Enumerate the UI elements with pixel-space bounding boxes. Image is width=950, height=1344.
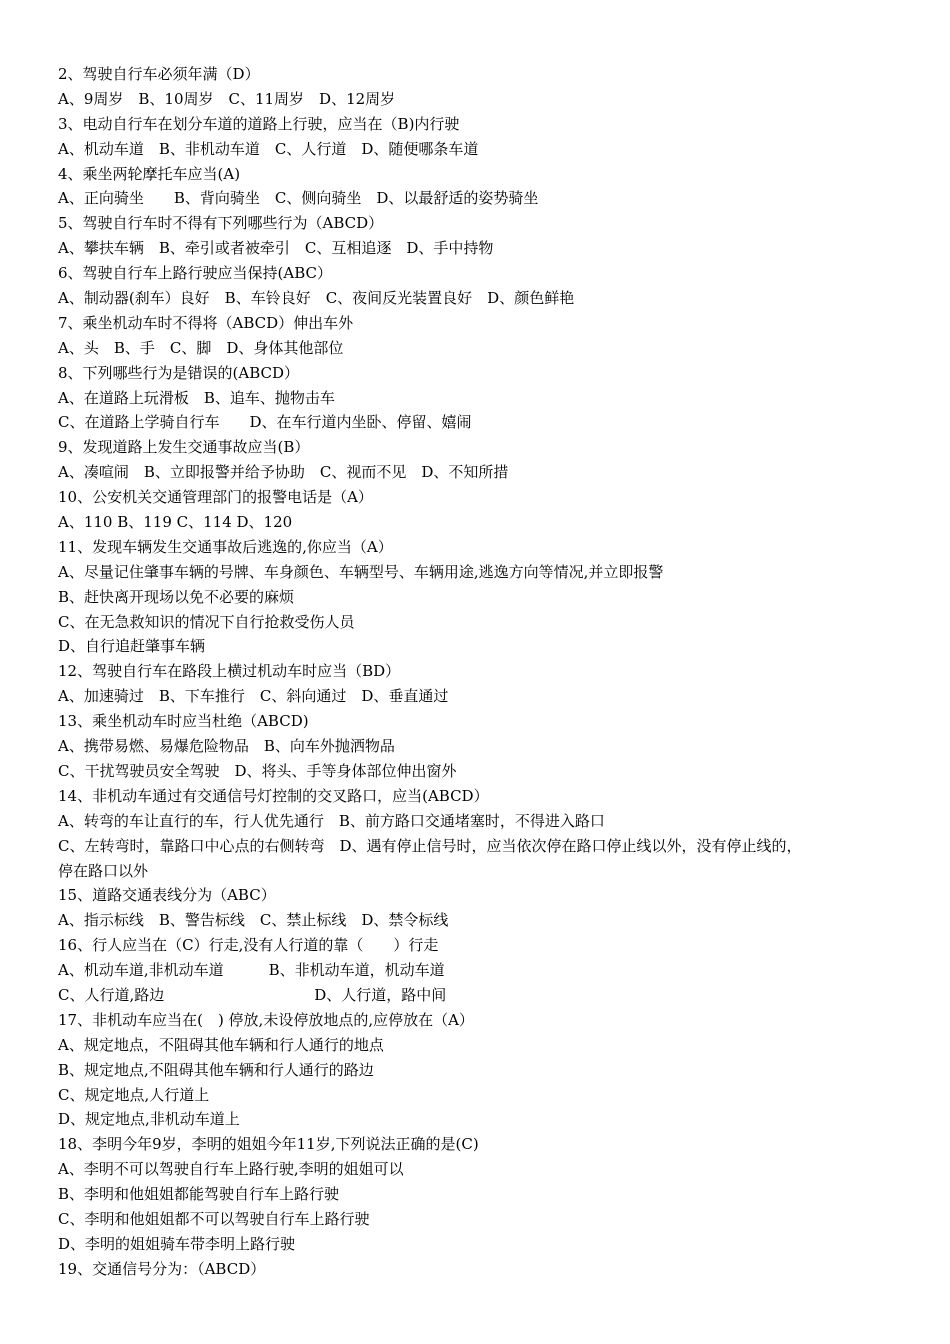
option-18-a: A、李明不可以驾驶自行车上路行驶,李明的姐姐可以 (58, 1160, 404, 1179)
question-16: 16、行人应当在（C）行走,没有人行道的靠（ ）行走 (58, 936, 439, 955)
question-18: 18、李明今年9岁，李明的姐姐今年11岁,下列说法正确的是(C) (58, 1135, 479, 1154)
question-13: 13、乘坐机动车时应当杜绝（ABCD) (58, 712, 309, 731)
options-7: A、头 B、手 C、脚 D、身体其他部位 (58, 338, 344, 357)
option-17-a: A、规定地点，不阻碍其他车辆和行人通行的地点 (58, 1035, 384, 1054)
options-13-ab: A、携带易燃、易爆危险物品 B、向车外抛洒物品 (58, 737, 395, 756)
question-3: 3、电动自行车在划分车道的道路上行驶，应当在（B)内行驶 (58, 114, 460, 133)
question-14: 14、非机动车通过有交通信号灯控制的交叉路口，应当(ABCD） (58, 786, 489, 805)
question-2: 2、驾驶自行车必须年满（D） (58, 65, 260, 83)
question-15: 15、道路交通表线分为（ABC） (58, 886, 276, 905)
options-5: A、攀扶车辆 B、牵引或者被牵引 C、互相追逐 D、手中持物 (58, 239, 494, 258)
options-14-cd: C、左转弯时，靠路口中心点的右侧转弯 D、遇有停止信号时，应当依次停在路口停止线以外，没有停止线的， (58, 836, 802, 855)
question-11: 11、发现车辆发生交通事故后逃逸的,你应当（A） (58, 537, 393, 556)
options-14-cd-cont: 停在路口以外 (58, 861, 149, 880)
options-15: A、指示标线 B、警告标线 C、禁止标线 D、禁令标线 (58, 911, 449, 930)
question-4: 4、乘坐两轮摩托车应当(A) (58, 164, 241, 183)
options-8-ab: A、在道路上玩滑板 B、追车、抛物击车 (58, 388, 335, 407)
option-11-a: A、尽量记住肇事车辆的号牌、车身颜色、车辆型号、车辆用途,逃逸方向等情况,并立即报警 (58, 562, 664, 581)
question-12: 12、驾驶自行车在路段上横过机动车时应当（BD） (58, 662, 401, 681)
question-list (58, 62, 898, 1282)
question-9: 9、发现道路上发生交通事故应当(B） (58, 438, 310, 457)
options-6: A、制动器(刹车）良好 B、车铃良好 C、夜间反光装置良好 D、颜色鲜艳 (58, 289, 575, 308)
options-3: A、机动车道 B、非机动车道 C、人行道 D、随便哪条车道 (58, 139, 479, 158)
question-5: 5、驾驶自行车时不得有下列哪些行为（ABCD） (58, 214, 384, 233)
options-2: A、9周岁 B、10周岁 C、11周岁 D、12周岁 (58, 89, 396, 108)
question-8: 8、下列哪些行为是错误的(ABCD） (58, 363, 300, 382)
options-8-cd: C、在道路上学骑自行车 D、在车行道内坐卧、停留、嬉闹 (58, 413, 472, 432)
option-18-b: B、李明和他姐姐都能驾驶自行车上路行驶 (58, 1185, 340, 1204)
option-18-d: D、李明的姐姐骑车带李明上路行驶 (58, 1234, 296, 1253)
options-9: A、凑喧闹 B、立即报警并给予协助 C、视而不见 D、不知所措 (58, 463, 509, 482)
options-14-ab: A、转弯的车让直行的车，行人优先通行 B、前方路口交通堵塞时，不得进入路口 (58, 811, 605, 830)
question-7: 7、乘坐机动车时不得将（ABCD）伸出车外 (58, 313, 354, 332)
option-17-c: C、规定地点,人行道上 (58, 1085, 210, 1104)
question-6: 6、驾驶自行车上路行驶应当保持(ABC） (58, 264, 333, 283)
options-10: A、110 B、119 C、114 D、120 (58, 513, 293, 532)
question-17: 17、非机动车应当在( ) 停放,未设停放地点的,应停放在（A） (58, 1010, 474, 1029)
option-17-b: B、规定地点,不阻碍其他车辆和行人通行的路边 (58, 1060, 374, 1079)
options-4: A、正向骑坐 B、背向骑坐 C、侧向骑坐 D、以最舒适的姿势骑坐 (58, 189, 539, 208)
question-10: 10、公安机关交通管理部门的报警电话是（A） (58, 488, 373, 507)
option-11-b: B、赶快离开现场以免不必要的麻烦 (58, 587, 295, 606)
option-17-d: D、规定地点,非机动车道上 (58, 1110, 240, 1129)
options-16-ab: A、机动车道,非机动车道 B、非机动车道，机动车道 (58, 961, 445, 980)
question-19: 19、交通信号分为：（ABCD） (58, 1259, 266, 1278)
option-11-c: C、在无急救知识的情况下自行抢救受伤人员 (58, 612, 355, 631)
options-12: A、加速骑过 B、下车推行 C、斜向通过 D、垂直通过 (58, 687, 449, 706)
options-16-cd: C、人行道,路边 D、人行道，路中间 (58, 985, 447, 1004)
option-11-d: D、自行追赶肇事车辆 (58, 637, 206, 656)
option-18-c: C、李明和他姐姐都不可以驾驶自行车上路行驶 (58, 1209, 370, 1228)
options-13-cd: C、干扰驾驶员安全驾驶 D、将头、手等身体部位伸出窗外 (58, 761, 457, 780)
